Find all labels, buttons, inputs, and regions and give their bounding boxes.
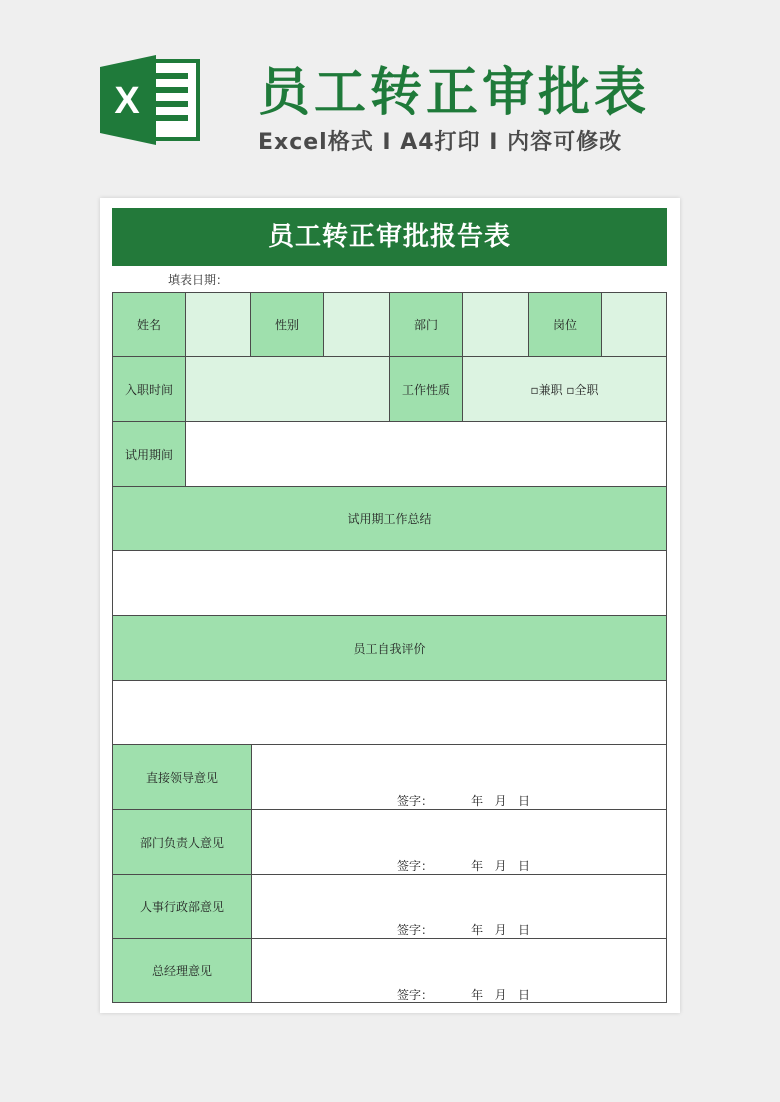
- probation-field[interactable]: [185, 421, 667, 487]
- probation-summary-field[interactable]: [112, 550, 667, 616]
- work-nature-options[interactable]: ▫兼职 ▫全职: [462, 356, 667, 422]
- gm-sign-line: 签字： 年 月 日: [397, 988, 531, 1002]
- direct-leader-sign-line: 签字： 年 月 日: [397, 794, 531, 808]
- fill-date-label[interactable]: 填表日期：: [168, 273, 229, 287]
- page-title: 员工转正审批表: [258, 63, 651, 123]
- probation-label: 试用期间: [112, 421, 186, 487]
- department-label: 部门: [389, 292, 463, 357]
- position-label: 岗位: [528, 292, 602, 357]
- gender-label: 性别: [250, 292, 324, 357]
- position-field[interactable]: [601, 292, 667, 357]
- department-field[interactable]: [462, 292, 529, 357]
- self-eval-header: 员工自我评价: [112, 615, 667, 681]
- self-eval-field[interactable]: [112, 680, 667, 745]
- hr-dept-sign-line: 签字： 年 月 日: [397, 923, 531, 937]
- entry-time-field[interactable]: [185, 356, 390, 422]
- work-nature-label: 工作性质: [389, 356, 463, 422]
- dept-head-sign-line: 签字： 年 月 日: [397, 859, 531, 873]
- probation-summary-header: 试用期工作总结: [112, 486, 667, 551]
- name-label: 姓名: [112, 292, 186, 357]
- entry-time-label: 入职时间: [112, 356, 186, 422]
- hr-dept-label: 人事行政部意见: [112, 874, 252, 939]
- page-subtitle: Excel格式 I A4打印 I 内容可修改: [258, 130, 623, 155]
- direct-leader-label: 直接领导意见: [112, 744, 252, 810]
- name-field[interactable]: [185, 292, 251, 357]
- gm-label: 总经理意见: [112, 938, 252, 1003]
- excel-logo-icon: [100, 55, 200, 145]
- dept-head-label: 部门负责人意见: [112, 809, 252, 875]
- gender-field[interactable]: [323, 292, 390, 357]
- svg-text:X: X: [114, 80, 140, 122]
- form-title: 员工转正审批报告表: [112, 208, 667, 266]
